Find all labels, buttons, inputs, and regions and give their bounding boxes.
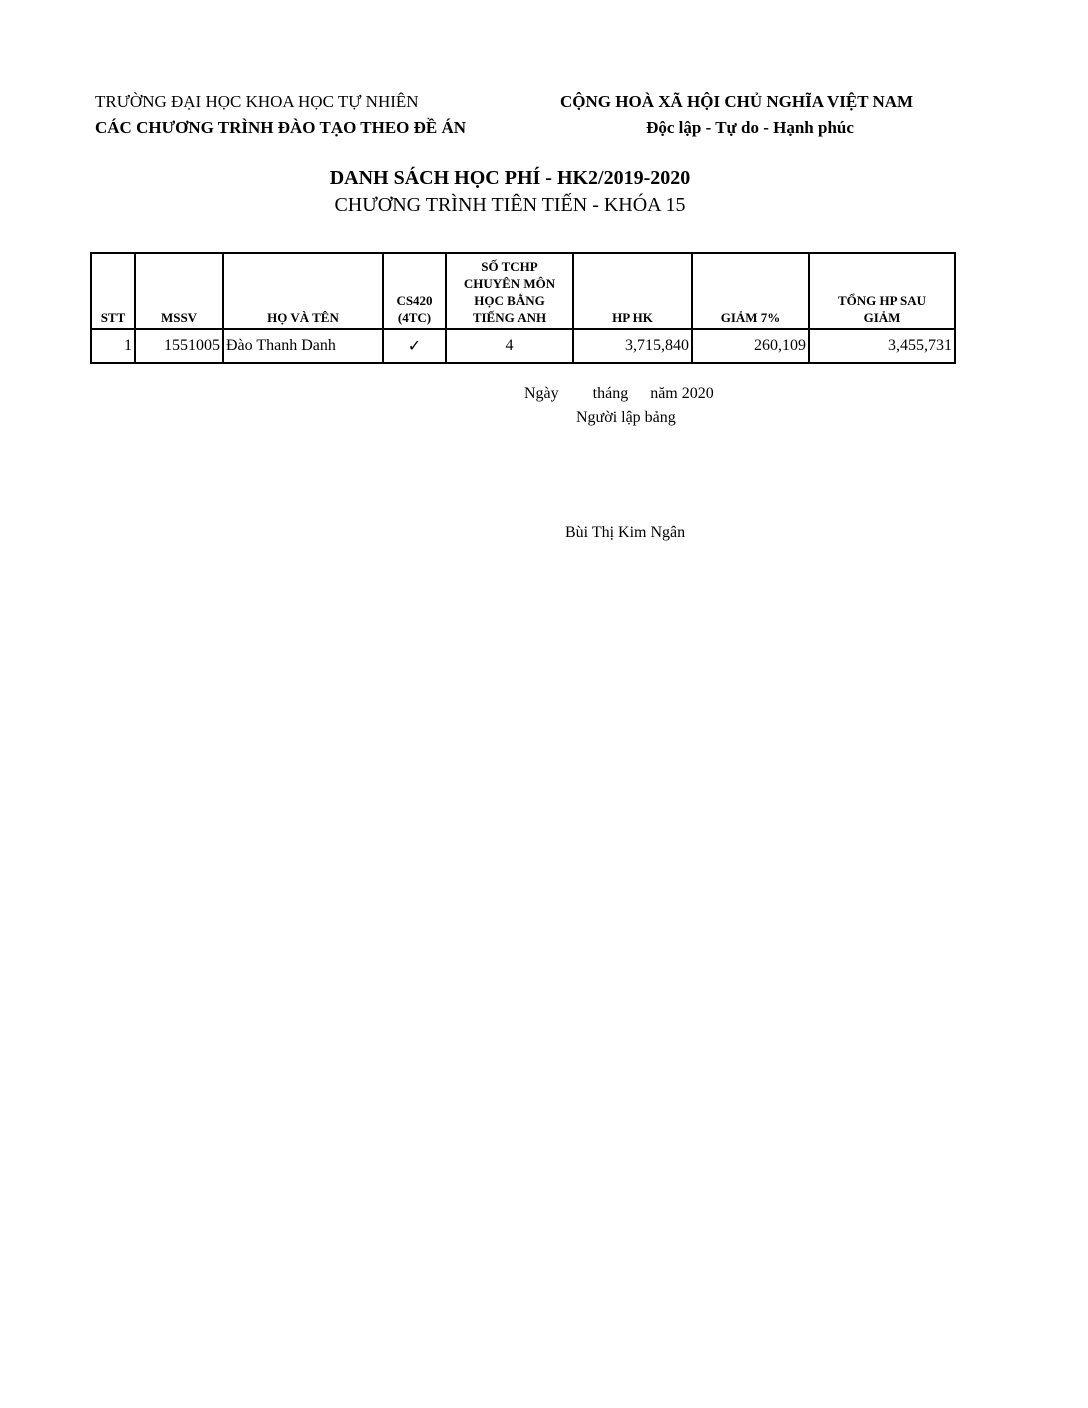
institution-name: TRƯỜNG ĐẠI HỌC KHOA HỌC TỰ NHIÊN <box>95 92 419 111</box>
cell-fee: 3,715,840 <box>573 329 692 363</box>
cell-name: Đào Thanh Danh <box>223 329 383 363</box>
signature-date-line <box>524 385 714 403</box>
document-title: DANH SÁCH HỌC PHÍ - HK2/2019-2020 <box>329 167 691 189</box>
national-motto: Độc lập - Tự do - Hạnh phúc <box>646 118 854 137</box>
cell-mssv: 1551005 <box>135 329 223 363</box>
column-header-total: TỔNG HP SAU GIẢM <box>809 253 955 329</box>
column-header-cs420: CS420 (4TC) <box>383 253 446 329</box>
column-header-name: HỌ VÀ TÊN <box>223 253 383 329</box>
date-year-label: năm 2020 <box>650 385 714 402</box>
column-header-mssv: MSSV <box>135 253 223 329</box>
signer-role: Người lập bảng <box>576 409 676 426</box>
tuition-table <box>90 252 956 364</box>
cell-total: 3,455,731 <box>809 329 955 363</box>
cell-cs420-check: ✓ <box>383 329 446 363</box>
table-row <box>91 329 955 363</box>
table-header-row <box>91 253 955 329</box>
cell-stt: 1 <box>91 329 135 363</box>
column-header-stt: STT <box>91 253 135 329</box>
date-day-label: Ngày <box>524 385 559 402</box>
column-header-discount: GIẢM 7% <box>692 253 809 329</box>
program-unit-name: CÁC CHƯƠNG TRÌNH ĐÀO TẠO THEO ĐỀ ÁN <box>95 118 467 137</box>
national-title: CỘNG HOÀ XÃ HỘI CHỦ NGHĨA VIỆT NAM <box>560 92 914 111</box>
cell-credits: 4 <box>446 329 573 363</box>
date-month-label: tháng <box>592 385 629 402</box>
column-header-credits: SỐ TCHP CHUYÊN MÔN HỌC BẰNG TIẾNG ANH <box>446 253 573 329</box>
column-header-fee: HP HK <box>573 253 692 329</box>
signer-name: Bùi Thị Kim Ngân <box>565 524 686 541</box>
cell-discount: 260,109 <box>692 329 809 363</box>
document-subtitle: CHƯƠNG TRÌNH TIÊN TIẾN - KHÓA 15 <box>334 194 686 216</box>
